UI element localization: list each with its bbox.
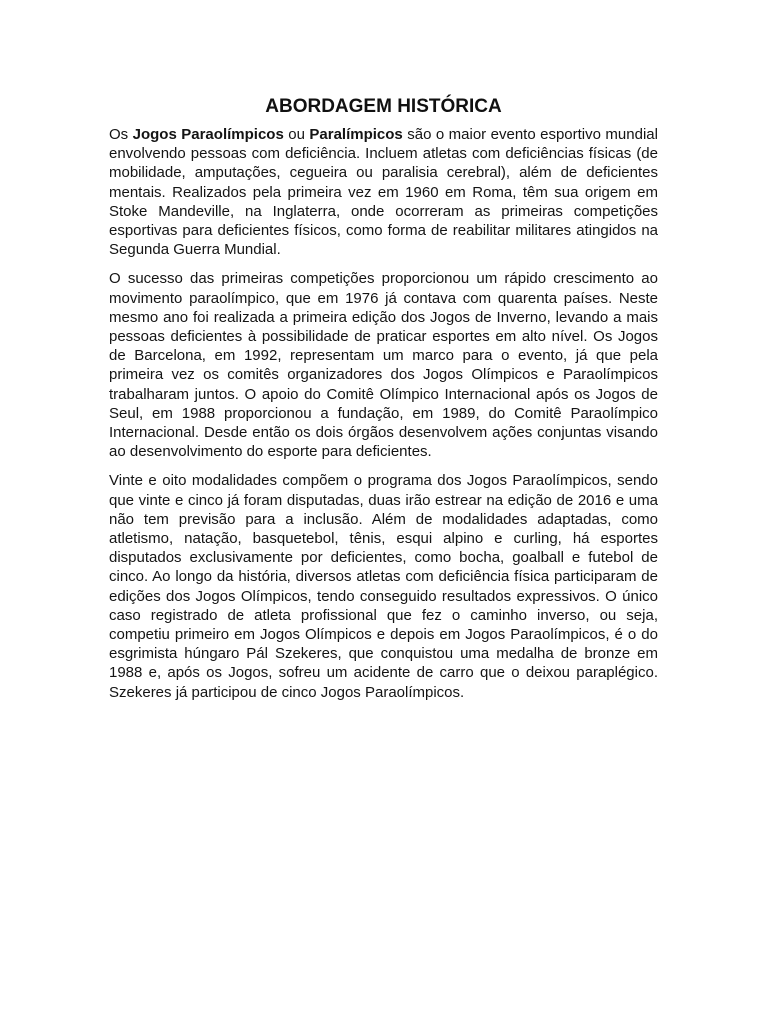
paragraph-1-prefix: Os [109,126,133,143]
document-title: ABORDAGEM HISTÓRICA [265,96,502,117]
paragraph-1-body: são o maior evento esportivo mundial envolvendo pessoas com deficiência. Incluem atletas com deficiências físicas (de mobilidade, amputações, cegueira ou paralisia cerebral), além de deficientes mentais. Realizados pela primeira vez em 1960 em Roma, têm sua origem em Stoke Mandeville, na Inglaterra, onde ocorreram as primeiras competições esportivas para deficientes físicos, como forma de reabilitar militares atingidos na Segunda Guerra Mundial. [109,126,658,259]
paragraph-1 [109,125,658,259]
document-body [109,95,658,712]
bold-term-jogos-paraolimpicos: Jogos Paraolímpicos [132,126,284,143]
paragraph-3: Vinte e oito modalidades compõem o programa dos Jogos Paraolímpicos, sendo que vinte e cinco já foram disputadas, duas irão estrear na edição de 2016 e uma não tem previsão para a inclusão. Além de modalidades adaptadas, como atletismo, natação, basquetebol, tênis, esqui alpino e curling, há esportes disputados exclusivamente por deficientes, como bocha, goalball e futebol de cinco. Ao longo da história, diversos atletas com deficiência física participaram de edições dos Jogos Olímpicos, tendo conseguido resultados expressivos. O único caso registrado de atleta profissional que fez o caminho inverso, ou seja, competiu primeiro em Jogos Olímpicos e depois em Jogos Paraolímpicos, é o do esgrimista húngaro Pál Szekeres, que conquistou uma medalha de bronze em 1988 e, após os Jogos, sofreu um acidente de carro que o deixou paraplégico. Szekeres já participou de cinco Jogos Paraolímpicos. [109,472,658,701]
paragraph-2: O sucesso das primeiras competições proporcionou um rápido crescimento ao movimento paraolímpico, que em 1976 já contava com quarenta países. Neste mesmo ano foi realizada a primeira edição dos Jogos de Inverno, levando a mais pessoas deficientes à possibilidade de praticar esportes em alto nível. Os Jogos de Barcelona, em 1992, representam um marco para o evento, já que pela primeira vez os comitês organizadores dos Jogos Olímpicos e Paraolímpicos trabalharam juntos. O apoio do Comitê Olímpico Internacional após os Jogos de Seul, em 1988 proporcionou a fundação, em 1989, do Comitê Paraolímpico Internacional. Desde então os dois órgãos desenvolvem ações conjuntas visando ao desenvolvimento do esporte para deficientes. [109,270,658,461]
paragraph-1-connector: ou [283,126,310,143]
bold-term-paralimpicos: Paralímpicos [309,126,403,143]
